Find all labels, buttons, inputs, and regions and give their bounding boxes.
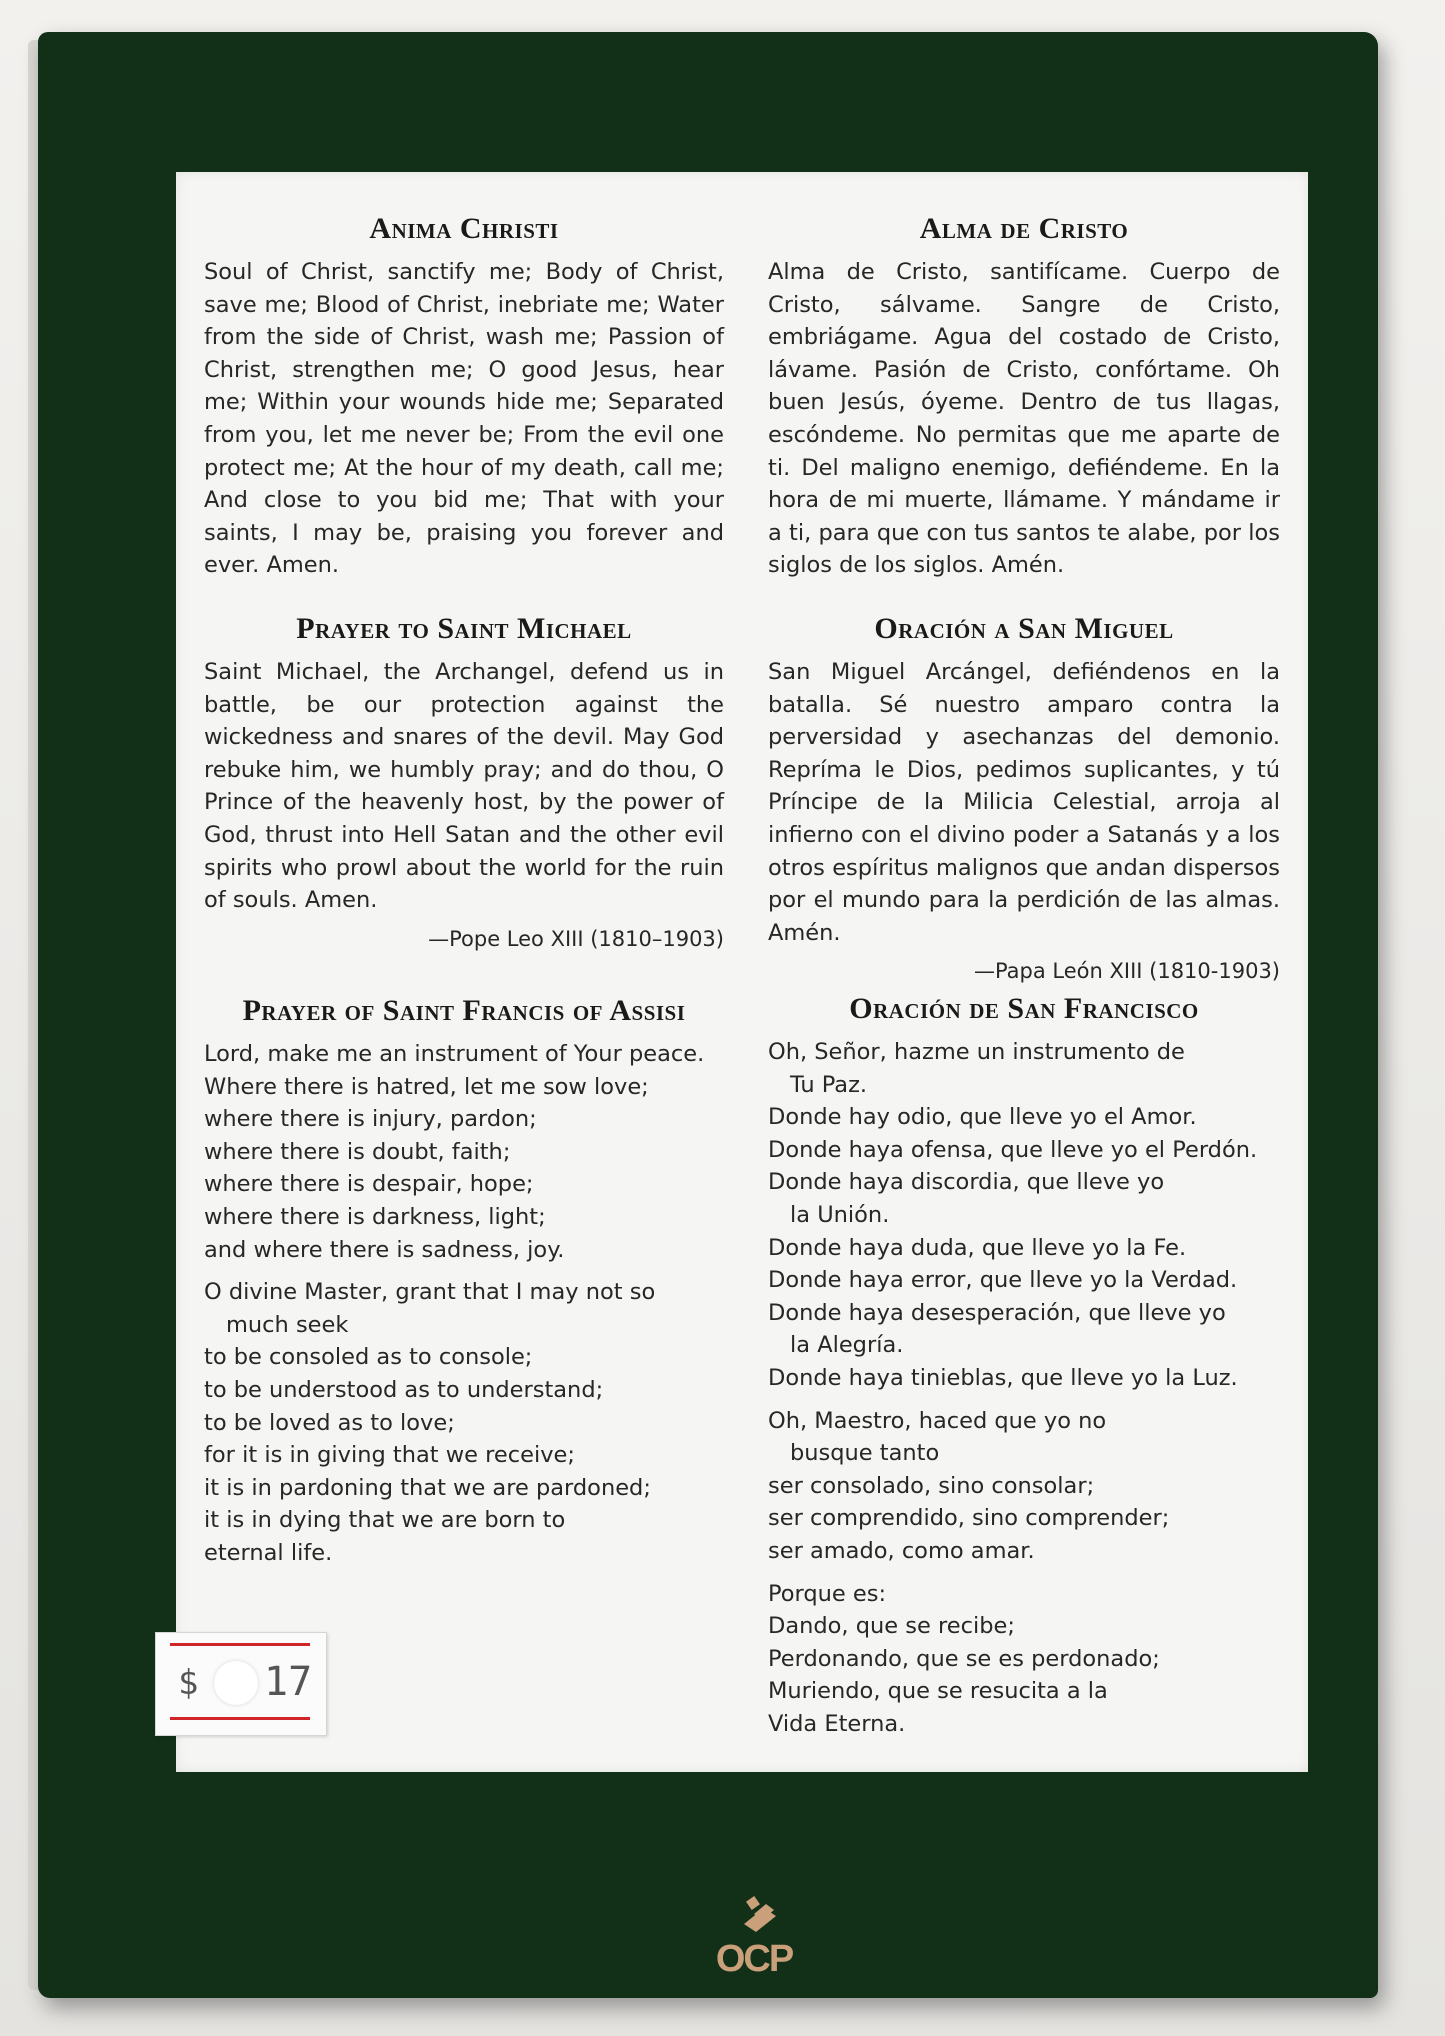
sticker-currency: $ xyxy=(178,1663,199,1703)
verse-line: it is in pardoning that we are pardoned; xyxy=(204,1474,651,1501)
alma-de-cristo-text: Alma de Cristo, santifícame. Cuerpo de Cristo, sálvame. Sangre de Cristo, embriágame. Agua del costado de Cristo, lávame. Pasión de Cristo, confórtame. Oh buen Jesús, óyeme. Dentro de tus llagas, escóndeme. No permitas que me aparte de ti. Del maligno enemigo, defiéndeme. En la hora de mi muerte, llámame. Y mándame ir a ti, para que con tus santos te alabe, por los siglos de los siglos. Amén. xyxy=(768,259,1280,579)
verse-line: where there is darkness, light; xyxy=(204,1203,546,1230)
verse-line: Where there is hatred, let me sow love; xyxy=(204,1073,649,1100)
ocp-logo-text: OCP xyxy=(715,1938,793,1980)
verse-line: Donde haya error, que lleve yo la Verdad. xyxy=(768,1267,1238,1294)
saint-francis-stanza-2 xyxy=(204,1276,724,1569)
san-francisco-section xyxy=(768,992,1280,1740)
prayer-panel xyxy=(176,172,1308,1772)
san-francisco-stanza-1 xyxy=(768,1036,1280,1395)
verse-line: much seek xyxy=(226,1311,349,1338)
alma-de-cristo-title: Alma de Cristo xyxy=(919,212,1129,245)
saint-michael-title: Prayer to Saint Michael xyxy=(296,612,632,645)
san-miguel-text: San Miguel Arcángel, defiéndenos en la batalla. Sé nuestro amparo contra la perversidad y asechanzas del demonio. Repríma le Dios, pedimos suplicantes, y tú Príncipe de la Milicia Celestial, arroja al infierno con el divino poder a Satanás y a los otros espíritus malignos que andan dispersos por el mundo para la perdición de las almas. Amén. xyxy=(768,659,1280,946)
verse-line: O divine Master, grant that I may not so xyxy=(204,1279,656,1306)
ocp-logo-mark-icon xyxy=(704,1894,804,1944)
sticker-price: 17 xyxy=(264,1659,313,1705)
anima-christi-title: Anima Christi xyxy=(369,212,559,245)
sticker-red-line xyxy=(170,1717,310,1720)
verse-line: it is in dying that we are born to xyxy=(204,1507,566,1534)
verse-line: for it is in giving that we receive; xyxy=(204,1442,575,1469)
verse-line: where there is despair, hope; xyxy=(204,1171,534,1198)
sticker-redaction-blob xyxy=(214,1661,258,1705)
verse-line: and where there is sadness, joy. xyxy=(204,1236,565,1263)
verse-line: ser comprendido, sino comprender; xyxy=(768,1505,1170,1532)
saint-michael-section xyxy=(204,612,724,951)
verse-line: Oh, Señor, hazme un instrumento de xyxy=(768,1039,1185,1065)
saint-francis-stanza-1 xyxy=(204,1038,724,1266)
verse-line: Donde hay odio, que lleve yo el Amor. xyxy=(768,1104,1197,1131)
san-francisco-title: Oración de San Francisco xyxy=(849,992,1199,1025)
verse-line: Donde haya duda, que lleve yo la Fe. xyxy=(768,1234,1187,1261)
san-miguel-attribution: —Papa León XIII (1810-1903) xyxy=(973,959,1280,984)
alma-de-cristo-section xyxy=(768,212,1280,582)
san-francisco-stanza-3 xyxy=(768,1578,1280,1741)
verse-line: Muriendo, que se resucita a la xyxy=(768,1678,1108,1705)
verse-line: where there is injury, pardon; xyxy=(204,1106,537,1133)
san-francisco-stanza-2 xyxy=(768,1405,1280,1568)
anima-christi-section xyxy=(204,212,724,582)
verse-line: Donde haya ofensa, que lleve yo el Perdón. xyxy=(768,1136,1258,1163)
verse-line: where there is doubt, faith; xyxy=(204,1138,511,1165)
saint-michael-text: Saint Michael, the Archangel, defend us in battle, be our protection against the wickedness and snares of the devil. May God rebuke him, we humbly pray; and do thou, O Prince of the heavenly host, by the power of God, thrust into Hell Satan and the other evil spirits who prowl about the world for the ruin of souls. Amen. xyxy=(204,659,724,914)
san-miguel-title: Oración a San Miguel xyxy=(874,612,1174,645)
ocp-logo xyxy=(704,1894,804,1984)
anima-christi-text: Soul of Christ, sanctify me; Body of Christ, save me; Blood of Christ, inebriate me; Water from the side of Christ, wash me; Passion of Christ, strengthen me; O good Jesus, hear me; Within your wounds hide me; Separated from you, let me never be; From the evil one protect me; At the hour of my death, call me; And close to you bid me; That with your saints, I may be, praising you forever and ever. Amen. xyxy=(204,259,724,579)
san-miguel-section xyxy=(768,612,1280,983)
verse-line: Donde haya desesperación, que lleve yo xyxy=(768,1299,1226,1326)
sticker-red-line xyxy=(170,1643,310,1646)
verse-line: to be understood as to understand; xyxy=(204,1376,604,1403)
verse-line: Donde haya discordia, que lleve yo xyxy=(768,1169,1165,1196)
saint-francis-section xyxy=(204,994,724,1570)
saint-michael-attribution: —Pope Leo XIII (1810–1903) xyxy=(428,926,724,951)
verse-line: busque tanto xyxy=(790,1440,940,1467)
verse-line: eternal life. xyxy=(204,1539,333,1566)
verse-line: Perdonando, que se es perdonado; xyxy=(768,1645,1160,1672)
price-sticker xyxy=(155,1632,327,1736)
verse-line: la Alegría. xyxy=(790,1332,904,1359)
verse-line: Tu Paz. xyxy=(790,1071,868,1098)
verse-line: Vida Eterna. xyxy=(768,1710,906,1737)
verse-line: Dando, que se recibe; xyxy=(768,1613,1015,1640)
verse-line: to be consoled as to console; xyxy=(204,1344,533,1371)
verse-line: Porque es: xyxy=(768,1580,887,1607)
verse-line: to be loved as to love; xyxy=(204,1409,455,1436)
verse-line: ser amado, como amar. xyxy=(768,1537,1035,1564)
saint-francis-title: Prayer of Saint Francis of Assisi xyxy=(242,994,686,1027)
verse-line: Donde haya tinieblas, que lleve yo la Luz. xyxy=(768,1364,1238,1391)
verse-line: la Unión. xyxy=(790,1201,890,1228)
verse-line: Lord, make me an instrument of Your peace. xyxy=(204,1041,705,1067)
verse-line: ser consolado, sino consolar; xyxy=(768,1472,1095,1499)
verse-line: Oh, Maestro, haced que yo no xyxy=(768,1407,1107,1434)
